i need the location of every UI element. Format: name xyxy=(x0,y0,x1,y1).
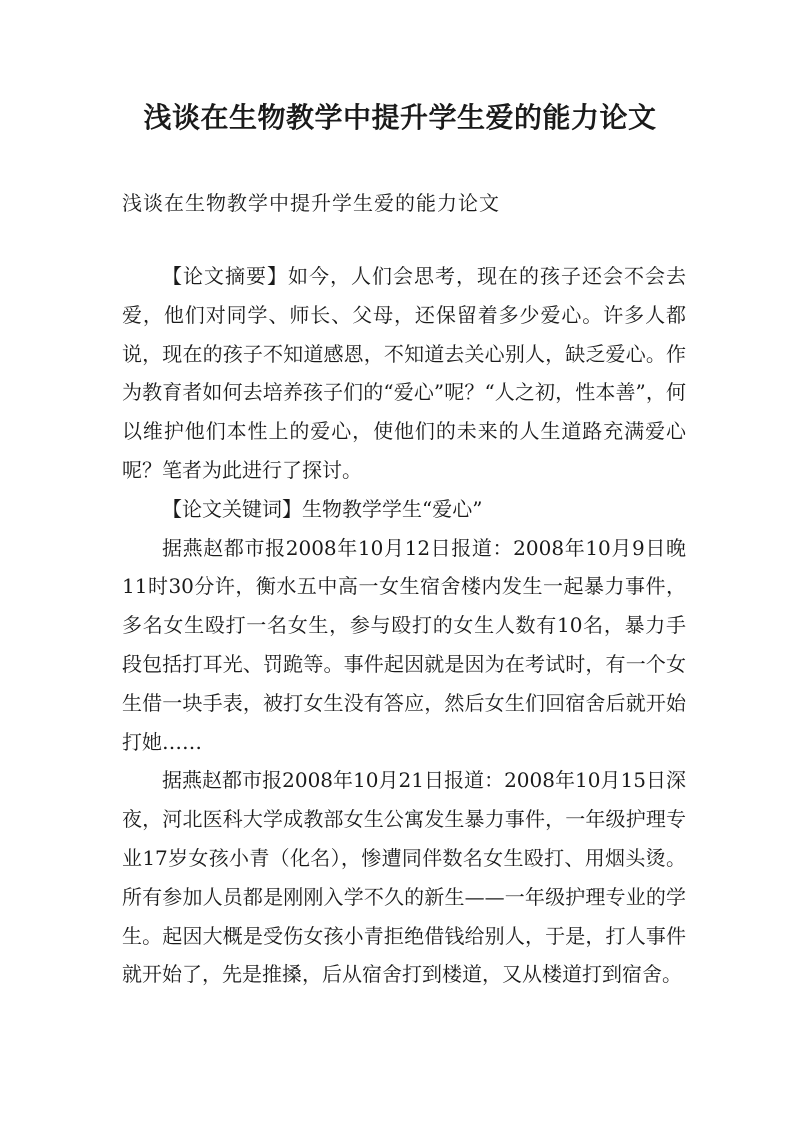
page-title: 浅谈在生物教学中提升学生爱的能力论文 xyxy=(143,101,657,134)
abstract-paragraph: 【论文摘要】如今，人们会思考，现在的孩子还会不会去爱，他们对同学、师长、父母，还保留着多少爱心。许多人都说，现在的孩子不知道感恩，不知道去关心别人，缺乏爱心。作为教育者如何去培养孩子们的“爱心”呢？“人之初，性本善”，何以维护他们本性上的爱心，使他们的未来的人生道路充满爱心呢？笔者为此进行了探讨。 xyxy=(122,264,686,482)
body-paragraph-2: 据燕赵都市报2008年10月21日报道：2008年10月15日深夜，河北医科大学成教部女生公寓发生暴力事件，一年级护理专业17岁女孩小青（化名），惨遭同伴数名女生殴打、用烟头烫。所有参加人员都是刚刚入学不久的新生——一年级护理专业的学生。起因大概是受伤女孩小青拒绝借钱给别人，于是，打人事件就开始了，先是推搡，后从宿舍打到楼道，又从楼道打到宿舍。 xyxy=(122,768,686,987)
keywords-paragraph: 【论文关键词】生物教学学生“爱心” xyxy=(162,496,483,521)
document-subtitle: 浅谈在生物教学中提升学生爱的能力论文 xyxy=(122,191,500,215)
document-body xyxy=(122,257,686,994)
body-paragraph-1: 据燕赵都市报2008年10月12日报道：2008年10月9日晚11时30分许，衡水五中高一女生宿舍楼内发生一起暴力事件，多名女生殴打一名女生，参与殴打的女生人数有10名，暴力手段包括打耳光、罚跪等。事件起因就是因为在考试时，有一个女生借一块手表，被打女生没有答应，然后女生们回宿舍后就开始打她…… xyxy=(122,535,686,754)
